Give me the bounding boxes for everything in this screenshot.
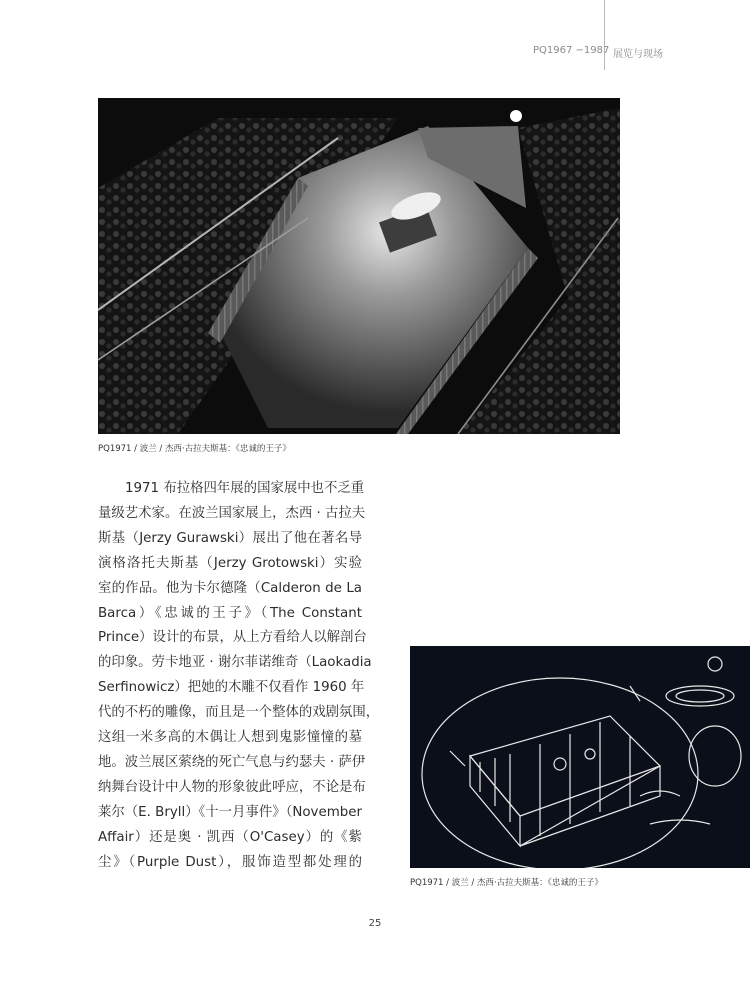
page-number: 25 bbox=[368, 918, 382, 929]
text-line: 的印象。劳卡地亚 · 谢尔菲诺维奇（Laokadia bbox=[98, 655, 372, 671]
header-divider bbox=[604, 0, 605, 70]
text-line: 斯基（Jerzy Gurawski）展出了他在著名导 bbox=[98, 530, 362, 546]
body-paragraph bbox=[98, 477, 380, 876]
stage-photograph bbox=[98, 98, 620, 434]
figure-caption: PQ1971 / 波兰 / 杰西·古拉夫斯基：《忠诚的王子》 bbox=[98, 444, 291, 454]
figure-caption: PQ1971 / 波兰 / 杰西·古拉夫斯基：《忠诚的王子》 bbox=[410, 878, 603, 888]
text-line: Barca）《忠诚的王子》（The Constant bbox=[98, 605, 362, 621]
text-line: 演格洛托夫斯基（Jerzy Grotowski）实验 bbox=[98, 555, 362, 571]
stage-sketch bbox=[410, 646, 750, 868]
running-head-right: 展览与现场 bbox=[613, 49, 663, 60]
text-line: 代的不朽的雕像，而且是一个整体的戏剧氛围， bbox=[98, 705, 380, 721]
text-line: 1971 布拉格四年展的国家展中也不乏重 bbox=[125, 481, 365, 496]
text-line: 地。波兰展区萦绕的死亡气息与约瑟夫 · 萨伊 bbox=[98, 754, 366, 770]
text-line: Prince）设计的布景，从上方看给人以解剖台 bbox=[98, 630, 367, 646]
text-line: 莱尔（E. Bryll）《十一月事件》（November bbox=[98, 804, 362, 820]
text-line: 纳舞台设计中人物的形象彼此呼应，不论是布 bbox=[98, 779, 366, 795]
text-line: 尘》（Purple Dust），服饰造型都处理的 bbox=[98, 854, 362, 870]
text-line: Serfinowicz）把她的木雕不仅看作 1960 年 bbox=[98, 680, 365, 696]
running-head-left: PQ1967 −1987 bbox=[533, 45, 610, 56]
text-line: 量级艺术家。在波兰国家展上，杰西 · 古拉夫 bbox=[98, 505, 366, 521]
text-line: 室的作品。他为卡尔德隆（Calderon de La bbox=[98, 580, 362, 596]
text-line: 这组一米多高的木偶让人想到鬼影憧憧的墓 bbox=[98, 730, 362, 746]
text-line: Affair）还是奥 · 凯西（O'Casey）的《紫 bbox=[98, 829, 362, 845]
